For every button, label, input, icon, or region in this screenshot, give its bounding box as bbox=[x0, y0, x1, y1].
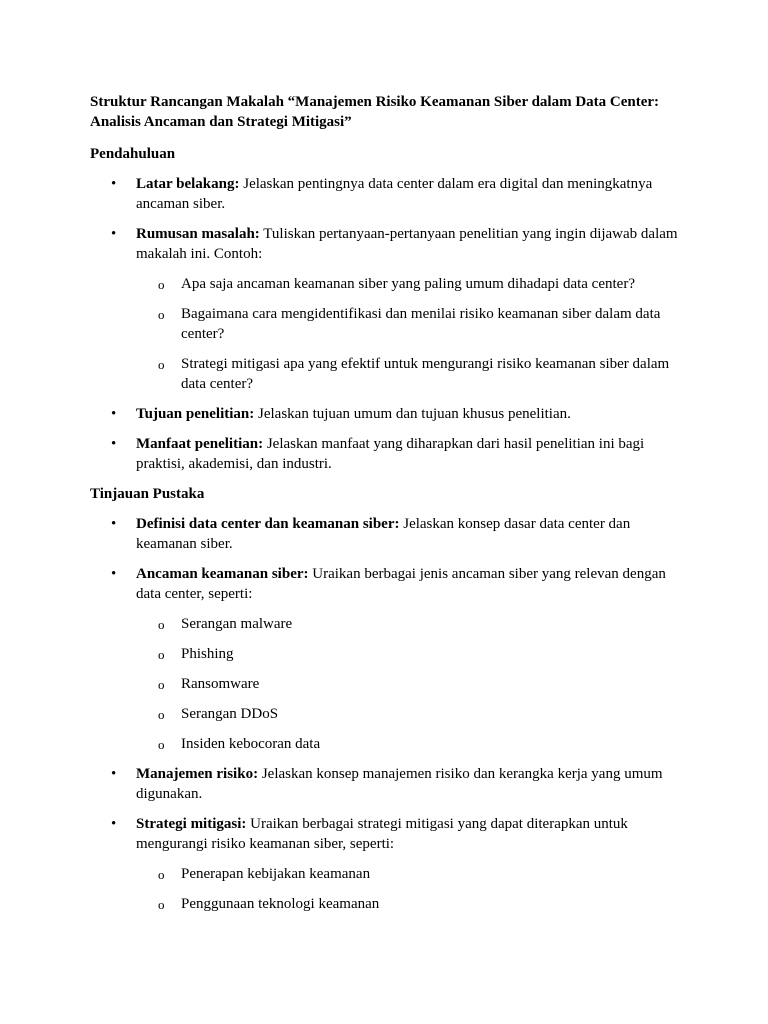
item-term: Ancaman keamanan siber: bbox=[136, 566, 309, 582]
sub-list bbox=[136, 614, 680, 754]
list-item bbox=[90, 224, 680, 394]
item-term: Definisi data center dan keamanan siber: bbox=[136, 516, 400, 532]
bullet-icon: • bbox=[111, 566, 117, 582]
item-text: Jelaskan tujuan umum dan tujuan khusus penelitian. bbox=[254, 406, 571, 422]
list-item bbox=[90, 434, 680, 474]
item-term: Manajemen risiko: bbox=[136, 766, 259, 782]
item-text: Jelaskan manfaat yang diharapkan dari hasil penelitian ini bagi praktisi, akademisi, dan industri. bbox=[136, 436, 645, 472]
sub-item-text: Apa saja ancaman keamanan siber yang paling umum dihadapi data center? bbox=[181, 276, 635, 292]
list-item bbox=[90, 814, 680, 914]
circle-bullet-icon: o bbox=[158, 677, 165, 692]
list-item bbox=[90, 564, 680, 754]
list-item bbox=[90, 764, 680, 804]
sub-list-item bbox=[136, 864, 680, 884]
list-item bbox=[90, 174, 680, 214]
section-list-tinjauan-pustaka bbox=[90, 514, 680, 914]
item-text: Jelaskan konsep dasar data center dan keamanan siber. bbox=[136, 516, 631, 552]
sub-item-text: Serangan DDoS bbox=[181, 706, 279, 722]
circle-bullet-icon: o bbox=[158, 737, 165, 752]
sub-item-text: Penerapan kebijakan keamanan bbox=[181, 866, 371, 882]
sub-list-item bbox=[136, 674, 680, 694]
sub-item-text: Insiden kebocoran data bbox=[181, 736, 321, 752]
item-term: Strategi mitigasi: bbox=[136, 816, 247, 832]
sub-item-text: Strategi mitigasi apa yang efektif untuk mengurangi risiko keamanan siber dalam data center? bbox=[181, 356, 670, 392]
bullet-icon: • bbox=[111, 176, 117, 192]
circle-bullet-icon: o bbox=[158, 647, 165, 662]
item-term: Manfaat penelitian: bbox=[136, 436, 264, 452]
list-item bbox=[90, 514, 680, 554]
circle-bullet-icon: o bbox=[158, 617, 165, 632]
sub-item-text: Bagaimana cara mengidentifikasi dan menilai risiko keamanan siber dalam data center? bbox=[181, 306, 661, 342]
section-heading-pendahuluan: Pendahuluan bbox=[90, 146, 176, 162]
item-text: Uraikan berbagai strategi mitigasi yang dapat diterapkan untuk mengurangi risiko keamanan siber, seperti: bbox=[136, 816, 628, 852]
bullet-icon: • bbox=[111, 766, 117, 782]
item-term: Tujuan penelitian: bbox=[136, 406, 255, 422]
circle-bullet-icon: o bbox=[158, 357, 165, 372]
sub-list-item bbox=[136, 644, 680, 664]
sub-item-text: Penggunaan teknologi keamanan bbox=[181, 896, 380, 912]
circle-bullet-icon: o bbox=[158, 707, 165, 722]
section-list-pendahuluan bbox=[90, 174, 680, 474]
circle-bullet-icon: o bbox=[158, 897, 165, 912]
sub-list bbox=[136, 864, 680, 914]
item-text: Tuliskan pertanyaan-pertanyaan penelitian yang ingin dijawab dalam makalah ini. Contoh: bbox=[136, 226, 678, 262]
sub-item-text: Phishing bbox=[181, 646, 234, 662]
section-heading-tinjauan-pustaka: Tinjauan Pustaka bbox=[90, 486, 205, 502]
bullet-icon: • bbox=[111, 436, 117, 452]
list-item bbox=[90, 404, 680, 424]
item-term: Rumusan masalah: bbox=[136, 226, 260, 242]
bullet-icon: • bbox=[111, 816, 117, 832]
bullet-icon: • bbox=[111, 226, 117, 242]
circle-bullet-icon: o bbox=[158, 867, 165, 882]
item-term: Latar belakang: bbox=[136, 176, 240, 192]
bullet-icon: • bbox=[111, 516, 117, 532]
sub-list bbox=[136, 274, 680, 394]
sub-list-item bbox=[136, 274, 680, 294]
bullet-icon: • bbox=[111, 406, 117, 422]
sub-item-text: Serangan malware bbox=[181, 616, 293, 632]
sub-item-text: Ransomware bbox=[181, 676, 260, 692]
sub-list-item bbox=[136, 614, 680, 634]
sub-list-item bbox=[136, 354, 680, 394]
sub-list-item bbox=[136, 894, 680, 914]
sub-list-item bbox=[136, 734, 680, 754]
document-body bbox=[90, 92, 680, 924]
circle-bullet-icon: o bbox=[158, 277, 165, 292]
sub-list-item bbox=[136, 304, 680, 344]
item-text: Jelaskan konsep manajemen risiko dan kerangka kerja yang umum digunakan. bbox=[136, 766, 663, 802]
circle-bullet-icon: o bbox=[158, 307, 165, 322]
item-text: Uraikan berbagai jenis ancaman siber yang relevan dengan data center, seperti: bbox=[136, 566, 666, 602]
document-title: Struktur Rancangan Makalah “Manajemen Risiko Keamanan Siber dalam Data Center: Analisis Ancaman dan Strategi Mitigasi” bbox=[90, 94, 660, 130]
item-text: Jelaskan pentingnya data center dalam era digital dan meningkatnya ancaman siber. bbox=[136, 176, 653, 212]
sub-list-item bbox=[136, 704, 680, 724]
